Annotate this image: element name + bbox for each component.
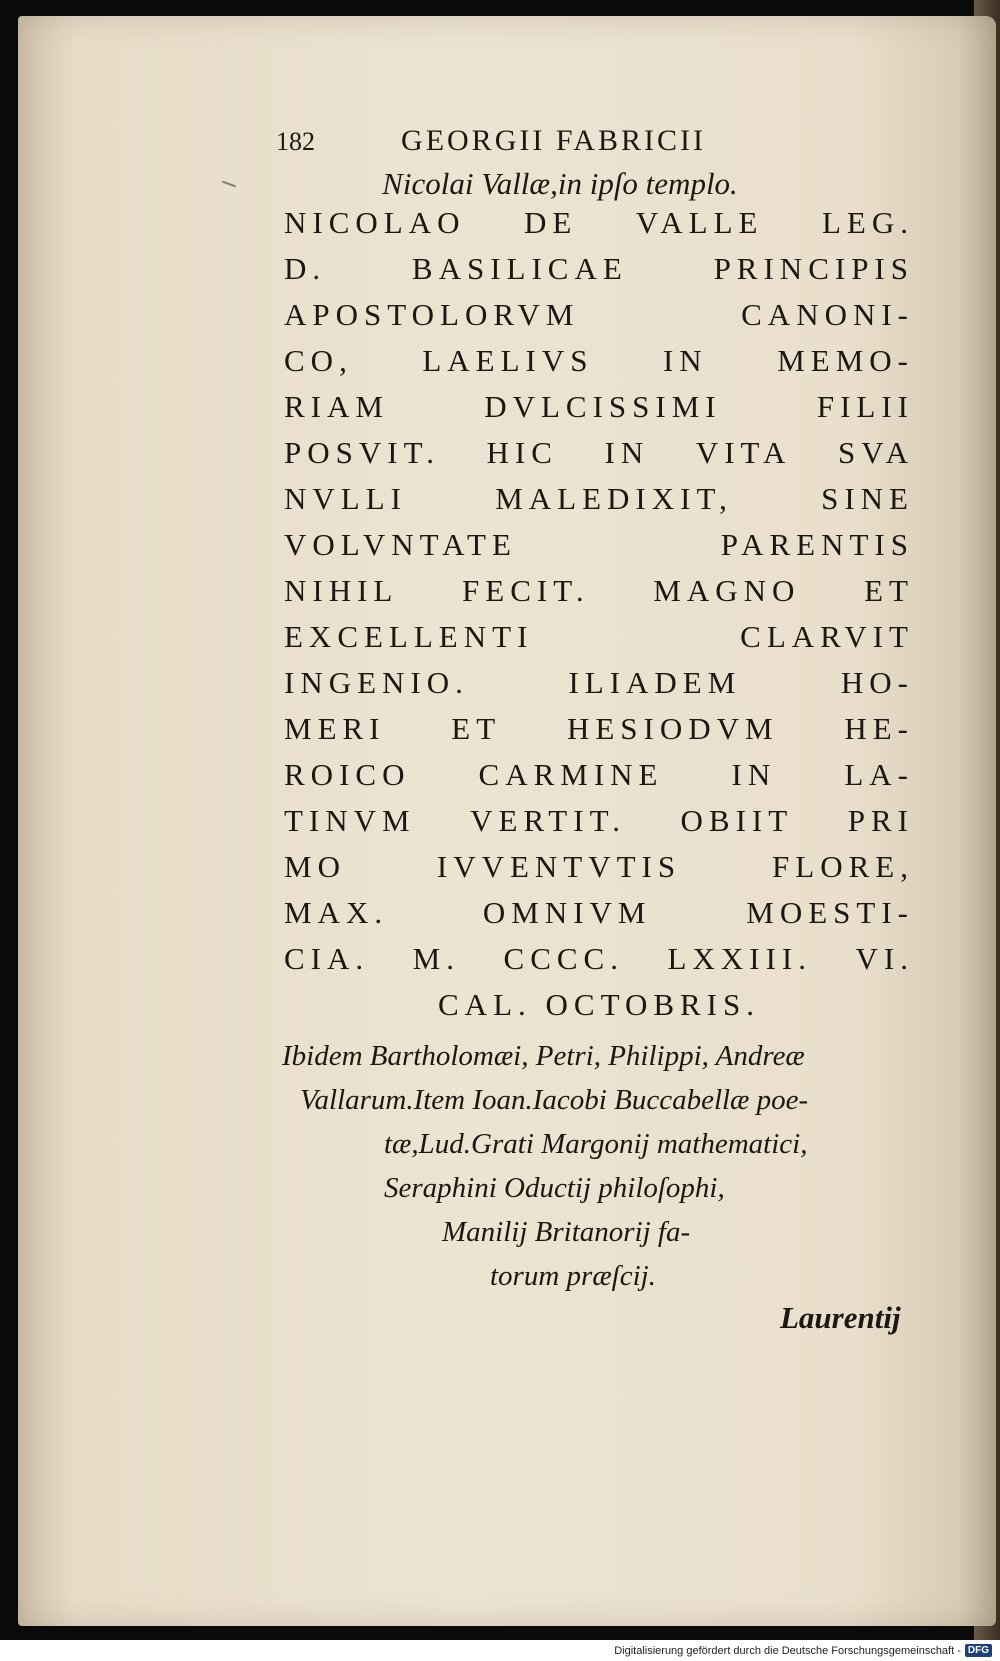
page-number: 182: [276, 127, 315, 156]
inscription-line: MAX. OMNIVM MOESTI-: [284, 895, 914, 930]
inscription-line: APOSTOLORVM CANONI-: [284, 297, 914, 332]
running-title: GEORGII FABRICII: [401, 124, 706, 157]
inscription-line: VOLVNTATE PARENTIS: [284, 527, 914, 562]
inscription-line: CAL. OCTOBRIS.: [438, 987, 760, 1022]
italic-line: Ibidem Bartholomæi, Petri, Philippi, Andreæ: [282, 1040, 805, 1072]
dfg-logo: DFG: [965, 1644, 992, 1657]
inscription-line: EXCELLENTI CLARVIT: [284, 619, 914, 654]
italic-line: Vallarum.Item Ioan.Iacobi Buccabellæ poe-: [300, 1084, 809, 1116]
italic-line: tæ,Lud.Grati Margonij mathematici,: [384, 1128, 808, 1160]
inscription-line: INGENIO. ILIADEM HO-: [284, 665, 914, 700]
inscription-line: POSVIT. HIC IN VITA SVA: [284, 435, 914, 470]
inscription-line: RIAM DVLCISSIMI FILII: [284, 389, 914, 424]
inscription-line: D. BASILICAE PRINCIPIS: [284, 251, 914, 286]
section-heading: Nicolai Vallæ,in ipſo templo.: [382, 166, 738, 201]
italic-line: torum præſcij.: [490, 1260, 656, 1292]
italic-line: Seraphini Oductij philoſophi,: [384, 1172, 725, 1204]
inscription-line: CIA. M. CCCC. LXXIII. VI.: [284, 941, 914, 976]
digitization-footer: [0, 1640, 1000, 1661]
italic-line: Manilij Britanorij fa-: [442, 1216, 691, 1248]
catchword: Laurentij: [780, 1300, 901, 1335]
inscription-line: NICOLAO DE VALLE LEG.: [284, 205, 914, 240]
inscription-line: TINVM VERTIT. OBIIT PRI: [284, 803, 914, 838]
footer-text: Digitalisierung gefördert durch die Deutsche Forschungsgemeinschaft -: [614, 1644, 961, 1657]
inscription-line: CO, LAELIVS IN MEMO-: [284, 343, 914, 378]
inscription-line: NIHIL FECIT. MAGNO ET: [284, 573, 914, 608]
inscription-line: ROICO CARMINE IN LA-: [284, 757, 914, 792]
running-head: [276, 124, 822, 158]
inscription-line: MERI ET HESIODVM HE-: [284, 711, 914, 746]
inscription-line: NVLLI MALEDIXIT, SINE: [284, 481, 914, 516]
inscription-line: MO IVVENTVTIS FLORE,: [284, 849, 914, 884]
